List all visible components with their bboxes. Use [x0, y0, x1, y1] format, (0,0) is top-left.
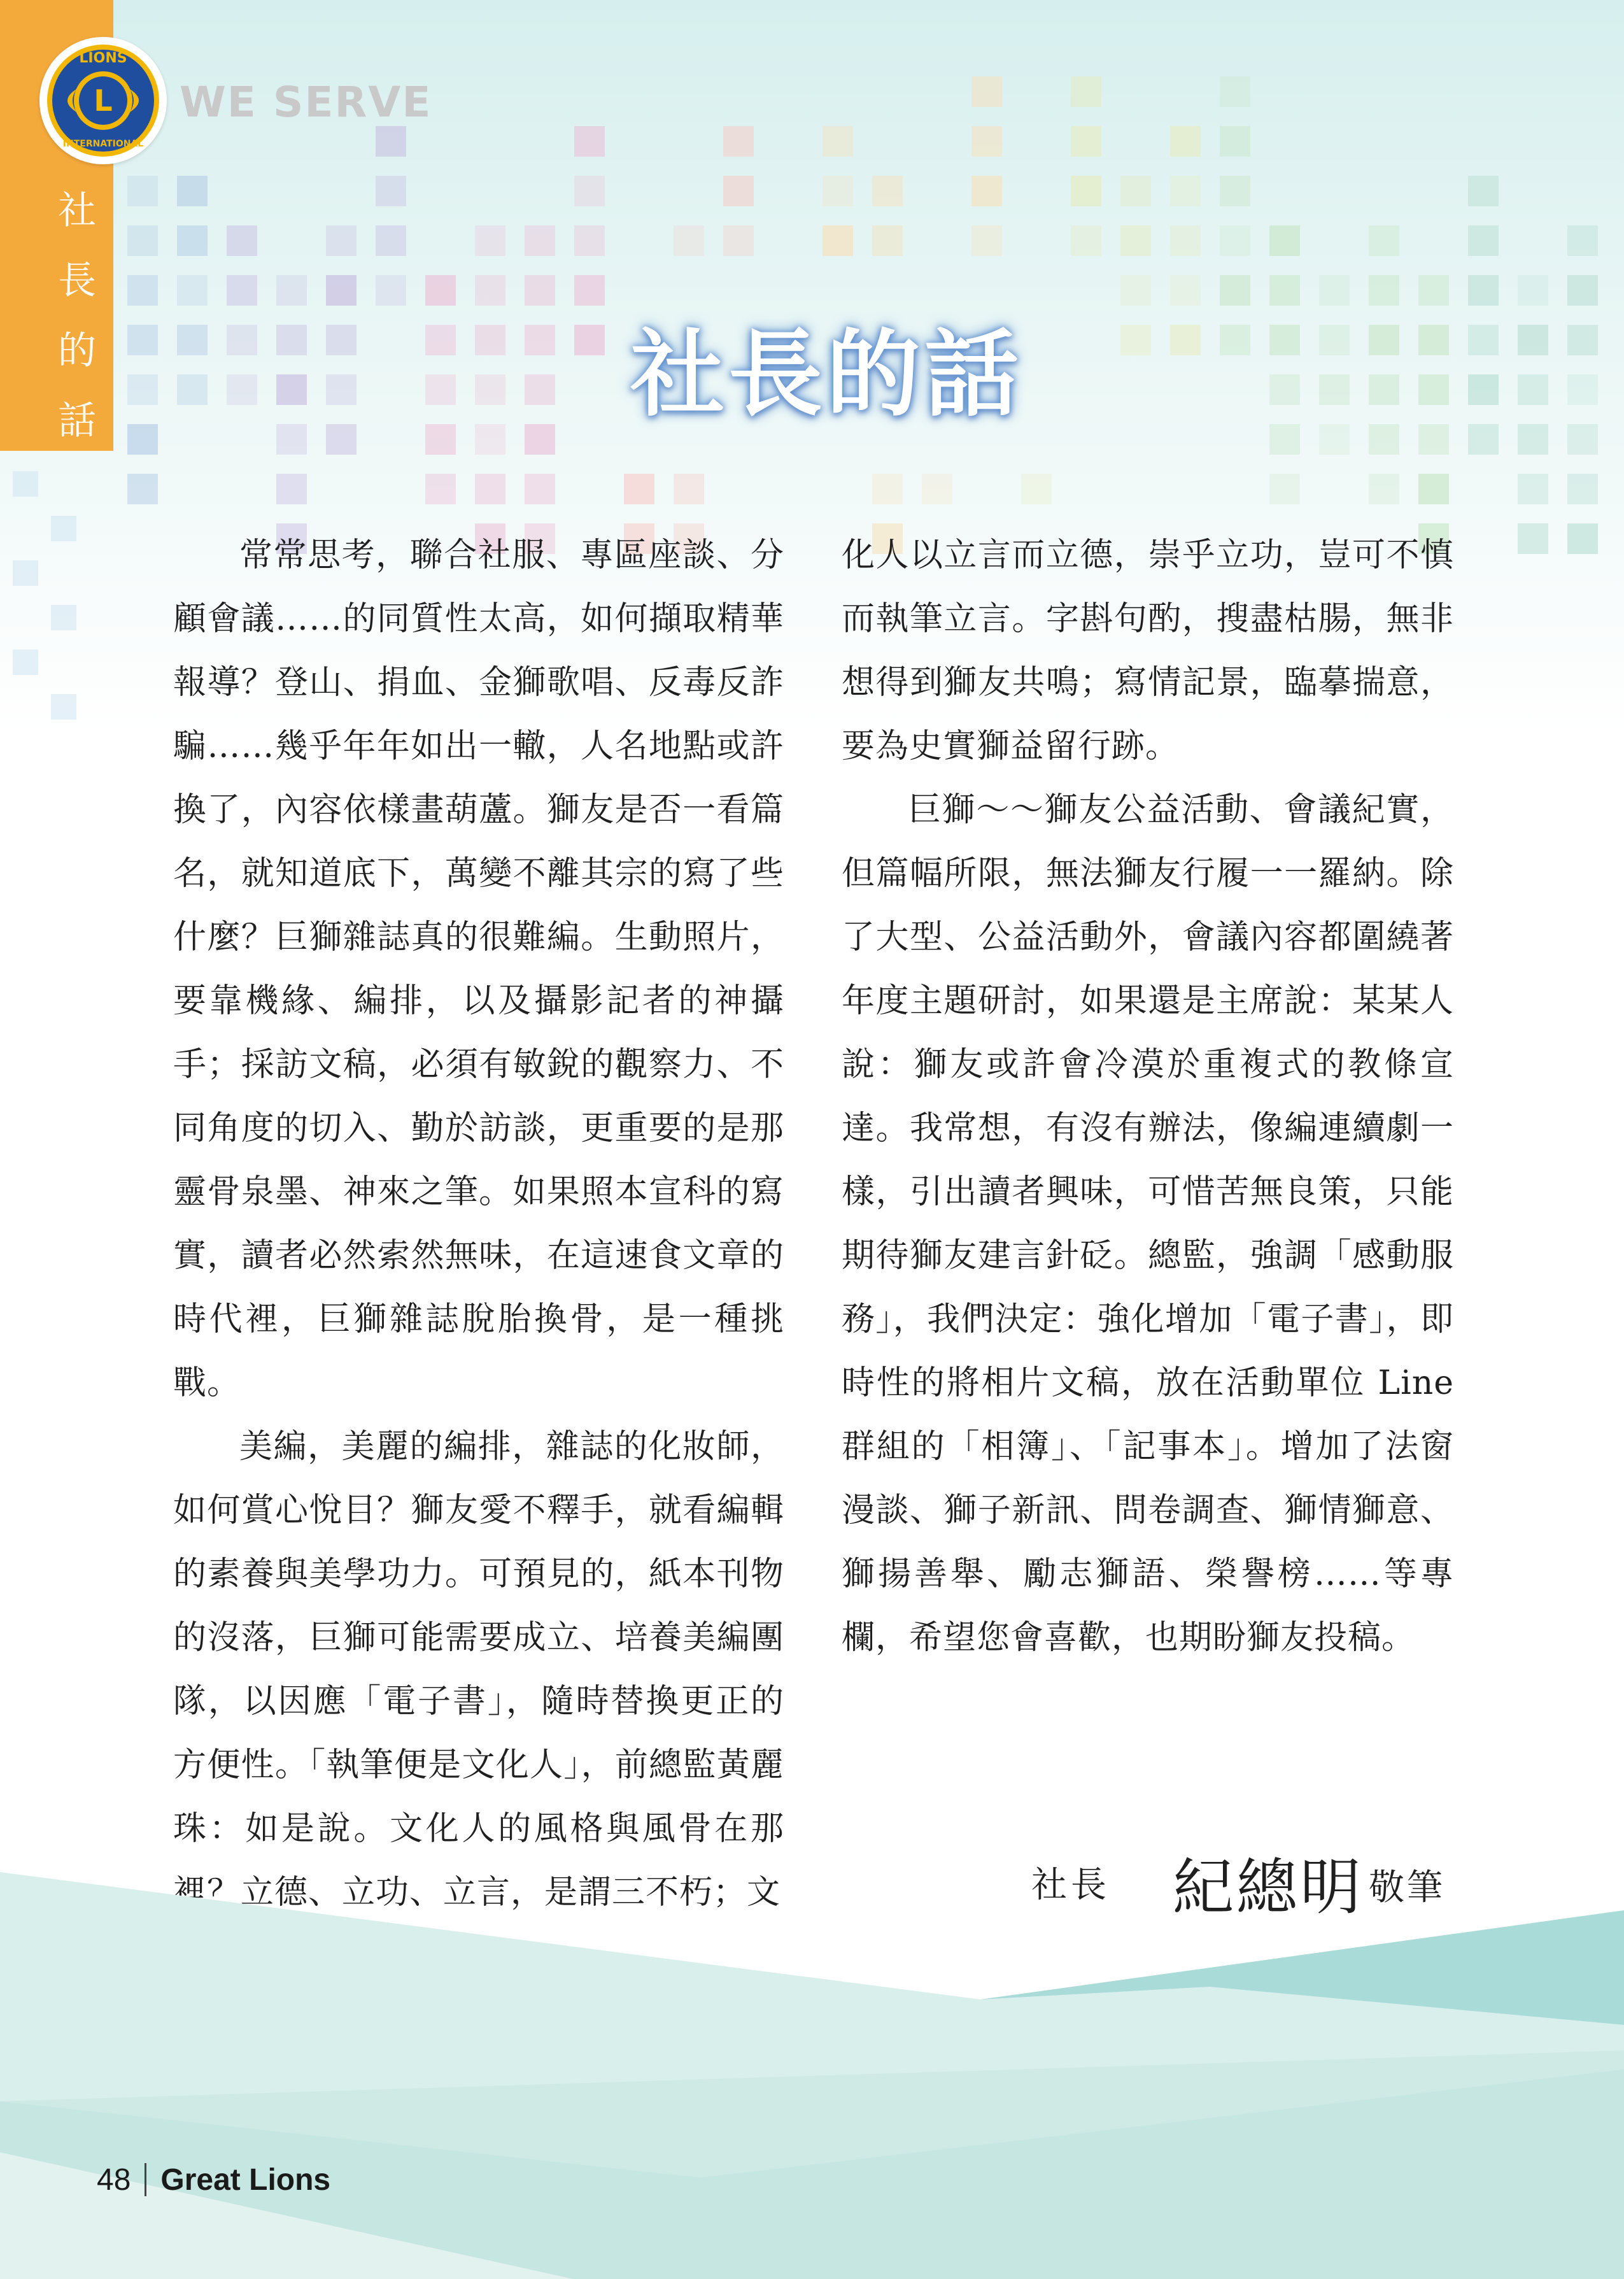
decorative-tile	[376, 176, 406, 206]
decorative-tile	[823, 126, 853, 157]
decorative-tile	[1170, 275, 1201, 306]
slogan: WE SERVE	[180, 78, 432, 127]
page-title: 社長的話	[630, 320, 1022, 429]
decorative-tile	[1518, 325, 1548, 355]
decorative-tile	[475, 474, 505, 504]
decorative-tile	[525, 424, 555, 455]
decorative-tile	[1269, 474, 1300, 504]
decorative-tile	[276, 424, 307, 455]
decorative-tile	[425, 275, 456, 306]
decorative-tile	[276, 374, 307, 405]
decorative-tile	[1170, 126, 1201, 157]
decorative-tile	[1220, 176, 1250, 206]
decorative-tile	[1071, 225, 1101, 256]
decorative-tile	[177, 225, 208, 256]
decorative-tile	[723, 176, 754, 206]
decorative-tile	[376, 126, 406, 157]
decorative-tile	[1567, 325, 1598, 355]
decorative-tile	[475, 225, 505, 256]
decorative-tile	[674, 225, 704, 256]
decorative-tile	[971, 126, 1002, 157]
decorative-tile	[1170, 225, 1201, 256]
decorative-tile	[1468, 176, 1499, 206]
decorative-tile	[1269, 424, 1300, 455]
decorative-tile	[574, 325, 605, 355]
decorative-tile	[1319, 424, 1350, 455]
article-paragraph: 化人以立言而立德，崇乎立功，豈可不慎而執筆立言。字斟句酌，搜盡枯腸，無非想得到獅友共鳴；寫情記景，臨摹揣意，要為史實獅益留行跡。	[842, 536, 1454, 765]
decorative-tile	[1468, 275, 1499, 306]
decorative-tile	[1369, 225, 1399, 256]
decorative-tile	[326, 325, 357, 355]
decorative-tile	[574, 176, 605, 206]
decorative-tile	[574, 275, 605, 306]
article-paragraph: 常常思考，聯合社服、專區座談、分顧會議……的同質性太高，如何擷取精華報導？登山、捐血、金獅歌唱、反毒反詐騙……幾乎年年如出一轍，人名地點或許換了，內容依樣畫葫蘆。獅友是否一看篇名，就知道底下，萬變不離其宗的寫了些什麼？巨獅雜誌真的很難編。生動照片，要靠機緣、編排，以及攝影記者的神攝手；採訪文稿，必須有敏銳的觀察力、不同角度的切入、勤於訪談，更重要的是那靈骨泉墨、神來之筆。如果照本宣科的寫實，讀者必然索然無味，在這速食文章的時代裡，巨獅雜誌脫胎換骨，是一種挑戰。	[173, 536, 784, 1402]
decorative-tile	[13, 560, 38, 586]
decorative-tile	[1071, 176, 1101, 206]
page-footer	[97, 2157, 330, 2202]
decorative-tile	[1319, 275, 1350, 306]
decorative-tile	[574, 126, 605, 157]
decorative-tile	[51, 516, 76, 541]
decorative-tile	[1120, 225, 1151, 256]
decorative-tile	[525, 225, 555, 256]
decorative-tile	[525, 474, 555, 504]
decorative-tile	[1468, 374, 1499, 405]
decorative-tile	[276, 275, 307, 306]
signature-name: 紀總明	[1173, 1852, 1364, 1923]
decorative-tile	[1518, 374, 1548, 405]
decorative-tile	[1269, 275, 1300, 306]
decorative-tile	[326, 424, 357, 455]
decorative-tile	[376, 275, 406, 306]
decorative-tile	[425, 325, 456, 355]
decorative-tile	[1518, 474, 1548, 504]
decorative-tile	[823, 176, 853, 206]
article-paragraph: 巨獅～～獅友公益活動、會議紀實，但篇幅所限，無法獅友行履一一羅納。除了大型、公益活動外，會議內容都圍繞著年度主題研討，如果還是主席說：某某人說：獅友或許會冷漠於重複式的教條宣達。我常想，有沒有辦法，像編連續劇一樣，引出讀者興味，可惜苦無良策，只能期待獅友建言針砭。總監，強調「感動服務」，我們決定：強化增加「電子書」，即時性的將相片文稿，放在活動單位 Line 群組的「相簿」、「記事本」。增加了法窗漫談、獅子新訊、問卷調查、獅情獅意、獅揚善舉、勵志獅語、榮譽榜……等專欄，希望您會喜歡，也期盼獅友投稿。	[842, 791, 1454, 1657]
decorative-tile	[1319, 325, 1350, 355]
decorative-tile	[326, 275, 357, 306]
decorative-tile	[1269, 225, 1300, 256]
decorative-tile	[922, 474, 952, 504]
decorative-tile	[1319, 374, 1350, 405]
decorative-tile	[1418, 424, 1449, 455]
decorative-tile	[1269, 325, 1300, 355]
decorative-tile	[1468, 325, 1499, 355]
lions-international-emblem-icon	[39, 37, 167, 164]
decorative-tile	[1220, 275, 1250, 306]
decorative-tile	[723, 126, 754, 157]
decorative-tile	[376, 225, 406, 256]
decorative-tile	[1120, 275, 1151, 306]
decorative-tile	[425, 424, 456, 455]
decorative-tile	[475, 275, 505, 306]
page-number: 48	[97, 2162, 131, 2197]
decorative-tile	[425, 374, 456, 405]
decorative-tile	[127, 374, 158, 405]
article-column-left	[173, 523, 784, 1924]
decorative-tile	[723, 225, 754, 256]
decorative-tile	[1567, 523, 1598, 554]
decorative-tile	[1220, 76, 1250, 107]
decorative-tile	[227, 374, 257, 405]
decorative-tile	[127, 225, 158, 256]
decorative-tile	[276, 474, 307, 504]
decorative-tile	[1120, 176, 1151, 206]
decorative-tile	[127, 474, 158, 504]
decorative-tile	[574, 225, 605, 256]
decorative-tile	[1220, 225, 1250, 256]
decorative-tile	[1567, 424, 1598, 455]
decorative-tile	[425, 474, 456, 504]
decorative-tile	[525, 275, 555, 306]
decorative-tile	[276, 325, 307, 355]
decorative-tile	[1071, 126, 1101, 157]
decorative-tile	[177, 275, 208, 306]
decorative-tile	[127, 325, 158, 355]
decorative-tile	[227, 325, 257, 355]
decorative-tile	[971, 225, 1002, 256]
decorative-tile	[1418, 474, 1449, 504]
decorative-tile	[326, 374, 357, 405]
decorative-tile	[872, 225, 903, 256]
decorative-tile	[1071, 76, 1101, 107]
signature-closing: 敬筆	[1369, 1867, 1445, 1908]
decorative-tile	[1220, 126, 1250, 157]
decorative-tile	[872, 474, 903, 504]
decorative-tile	[1170, 176, 1201, 206]
footer-wave-decoration	[0, 1859, 1624, 2279]
decorative-tile	[1369, 325, 1399, 355]
decorative-tile	[525, 325, 555, 355]
decorative-tile	[13, 650, 38, 675]
section-side-label	[42, 176, 112, 456]
side-label-char: 話	[58, 399, 96, 443]
decorative-tile	[1418, 374, 1449, 405]
decorative-tile	[1021, 474, 1052, 504]
side-label-char: 社	[58, 188, 96, 233]
decorative-tile	[971, 176, 1002, 206]
signature-role: 社長	[1031, 1864, 1110, 1906]
decorative-tile	[1567, 225, 1598, 256]
decorative-tile	[1518, 523, 1548, 554]
decorative-tile	[1468, 424, 1499, 455]
decorative-tile	[624, 474, 654, 504]
decorative-tile	[177, 325, 208, 355]
decorative-tile	[127, 176, 158, 206]
decorative-tile	[13, 471, 38, 497]
lions-logo	[39, 37, 167, 164]
decorative-tile	[177, 176, 208, 206]
logo-top-text: LIONS	[79, 50, 127, 66]
footer-divider	[145, 2163, 146, 2196]
decorative-tile	[227, 225, 257, 256]
decorative-tile	[227, 275, 257, 306]
decorative-tile	[1567, 474, 1598, 504]
decorative-tile	[1170, 325, 1201, 355]
logo-bottom-text: INTERNATIONAL	[62, 139, 144, 149]
side-label-char: 長	[58, 259, 96, 303]
decorative-tile	[1567, 374, 1598, 405]
decorative-tile	[1369, 374, 1399, 405]
decorative-tile	[51, 605, 76, 630]
magazine-name: Great Lions	[160, 2162, 331, 2197]
decorative-tile	[674, 474, 704, 504]
decorative-tile	[1269, 374, 1300, 405]
decorative-tile	[475, 325, 505, 355]
article-paragraph: 美編，美麗的編排，雜誌的化妝師，如何賞心悅目？獅友愛不釋手，就看編輯的素養與美學功力。可預見的，紙本刊物的沒落，巨獅可能需要成立、培養美編團隊，以因應「電子書」，隨時替換更正的方便性。「執筆便是文化人」，前總監黃麗珠：如是說。文化人的風格與風骨在那裡？立德、立功、立言，是謂三不朽；文	[173, 1428, 784, 1912]
decorative-tile	[525, 374, 555, 405]
decorative-tile	[1418, 325, 1449, 355]
decorative-tile	[1369, 424, 1399, 455]
decorative-tile	[872, 176, 903, 206]
logo-letter: L	[94, 83, 113, 118]
decorative-tile	[1418, 275, 1449, 306]
decorative-tile	[1369, 474, 1399, 504]
decorative-tile	[971, 76, 1002, 107]
decorative-tile	[1220, 325, 1250, 355]
article-column-right	[842, 523, 1454, 1670]
decorative-tile	[1567, 275, 1598, 306]
decorative-tile	[51, 694, 76, 720]
decorative-tile	[1518, 424, 1548, 455]
decorative-tile	[127, 424, 158, 455]
decorative-tile	[1468, 225, 1499, 256]
side-label-char: 的	[58, 329, 96, 373]
decorative-tile	[177, 374, 208, 405]
decorative-tile	[1518, 275, 1548, 306]
decorative-tile	[326, 225, 357, 256]
decorative-tile	[475, 374, 505, 405]
decorative-tile	[1120, 325, 1151, 355]
decorative-tile	[823, 225, 853, 256]
decorative-tile	[1369, 275, 1399, 306]
decorative-tile	[475, 424, 505, 455]
decorative-tile	[127, 275, 158, 306]
